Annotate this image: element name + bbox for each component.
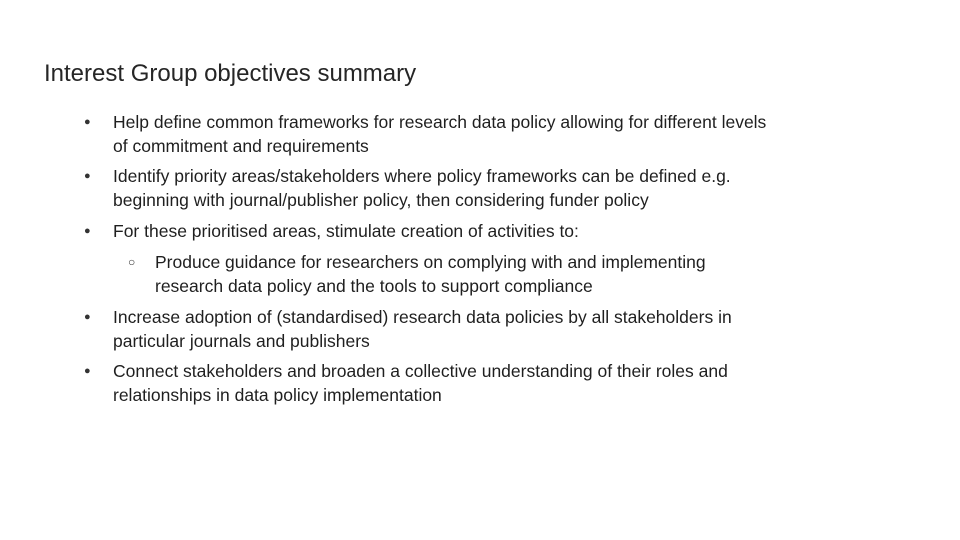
bullet-dot-icon: ● — [84, 311, 91, 323]
bullet-text — [113, 359, 728, 407]
bullet-dot-icon: ● — [84, 365, 91, 377]
bullet-text — [155, 250, 706, 298]
bullet-dot-icon: ● — [84, 225, 91, 237]
bullet-line: Produce guidance for researchers on complying with and implementing — [155, 252, 706, 272]
bullet-line: research data policy and the tools to support compliance — [155, 276, 593, 296]
bullet-line: For these prioritised areas, stimulate creation of activities to: — [113, 221, 579, 241]
bullet-line: Increase adoption of (standardised) research data policies by all stakeholders in — [113, 307, 732, 327]
slide-title: Interest Group objectives summary — [44, 60, 417, 87]
bullet-text — [113, 110, 766, 158]
bullet-text — [113, 305, 732, 353]
bullet-text — [113, 219, 579, 243]
bullet-line: relationships in data policy implementation — [113, 385, 442, 405]
bullet-line: of commitment and requirements — [113, 136, 369, 156]
bullet-line: beginning with journal/publisher policy, then considering funder policy — [113, 190, 649, 210]
bullet-dot-icon: ● — [84, 170, 91, 182]
bullet-line: particular journals and publishers — [113, 331, 370, 351]
bullet-line: Connect stakeholders and broaden a collective understanding of their roles and — [113, 361, 728, 381]
bullet-circle-icon: ○ — [128, 255, 136, 269]
bullet-line: Identify priority areas/stakeholders where policy frameworks can be defined e.g. — [113, 166, 731, 186]
bullet-text — [113, 164, 731, 212]
bullet-dot-icon: ● — [84, 116, 91, 128]
bullet-line: Help define common frameworks for research data policy allowing for different levels — [113, 112, 767, 132]
